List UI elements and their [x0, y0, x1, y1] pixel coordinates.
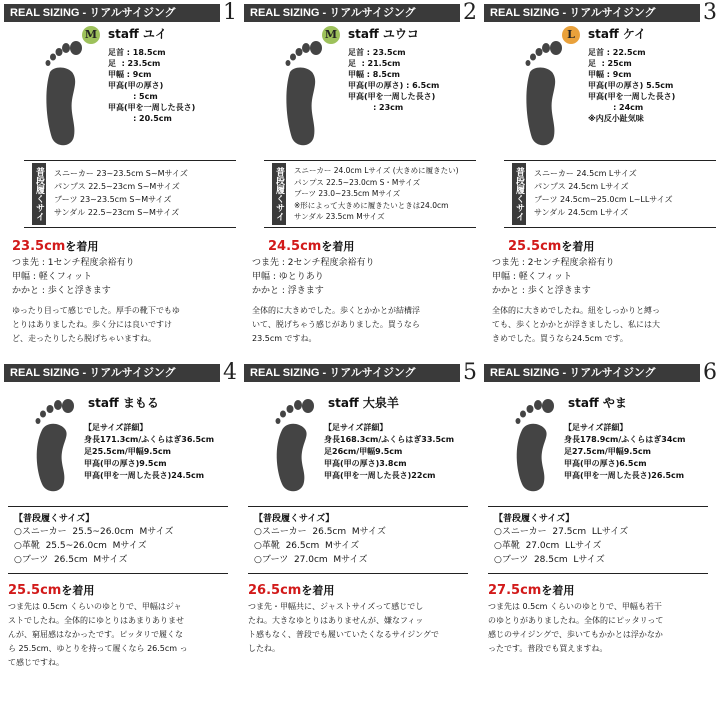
worn-size-value: 24.5cm — [268, 239, 322, 254]
worn-size — [8, 582, 94, 598]
worn-size-suffix: を着用 — [561, 240, 595, 253]
staff-name: staff 大泉羊 — [328, 396, 399, 410]
worn-size-value: 25.5cm — [508, 239, 562, 254]
foot-measurements-body: 身長178.9cm/ふくらはぎ34cm 足27.5cm/甲幅9.5cm 甲高(甲の厚さ)6.5cm 甲高(甲を一周した長さ)26.5cm — [564, 435, 686, 480]
worn-size-value: 25.5cm — [8, 583, 62, 598]
casual-size-list: スニーカー 24.0cm Lサイズ (大きめに履きたい) パンプス 22.5~23.0cm S・Mサイズ ブーツ 23.0~23.5cm Mサイズ ※形によって大きめに履きたいときは24.0cm サンダル 23.5cm Mサイズ — [294, 166, 459, 221]
panel-number: 6 — [703, 360, 717, 385]
footprint-icon — [42, 40, 84, 150]
size-badge-m: M — [82, 26, 100, 44]
worn-size-value: 23.5cm — [12, 239, 66, 254]
casual-size-box — [260, 160, 476, 228]
panel-number: 5 — [463, 360, 477, 385]
detail-title: 【足サイズ詳細】 — [564, 423, 628, 432]
staff-comment: 全体的に大きめでしたね。紐をしっかりと縛っ ても、歩くとかかとが浮きましたし、私には大 きめでした。買うなら24.5cm です。 — [492, 306, 660, 343]
worn-size — [268, 238, 354, 254]
panel-header: REAL SIZING - リアルサイジング — [484, 4, 700, 22]
casual-size-list: ○スニーカー 25.5~26.0cm Mサイズ ○革靴 25.5~26.0cm Mサイズ ○ブーツ 26.5cm Mサイズ — [14, 527, 174, 565]
fit-notes: つま先 : 2センチ程度余裕有り 甲幅 : 軽くフィット かかと : 歩くと浮きます — [492, 258, 615, 296]
panel-number: 2 — [463, 0, 477, 25]
foot-measurements — [564, 422, 627, 434]
panel-header: REAL SIZING - リアルサイジング — [4, 364, 220, 382]
sizing-panel-5 — [240, 360, 480, 720]
staff-name: staff ユウコ — [348, 27, 419, 41]
footprint-icon — [282, 40, 324, 150]
detail-title: 【足サイズ詳細】 — [324, 423, 388, 432]
foot-measurements: 足首 : 18.5cm 足 : 23.5cm 甲幅 : 9cm 甲高(甲の厚さ) : 5cm 甲高(甲を一周した長さ) : 20.5cm — [108, 48, 196, 123]
foot-measurements — [84, 422, 147, 434]
sizing-panel-1 — [0, 0, 240, 360]
sizing-panel-2 — [240, 0, 480, 360]
casual-size-label: 【普段履くサイズ】 — [494, 514, 575, 524]
panel-header: REAL SIZING - リアルサイジング — [244, 4, 460, 22]
worn-size-suffix: を着用 — [541, 584, 575, 597]
fit-notes: つま先 : 1センチ程度余裕有り 甲幅 : 軽くフィット かかと : 歩くと浮きます — [12, 258, 135, 296]
staff-comment: 全体的に大きめでした。歩くとかかとが結構浮 いて、脱げちゃう感じがありました。買うなら 23.5cm ですね。 — [252, 306, 420, 343]
staff-comment: つま先・甲幅共に、ジャストサイズって感じでし たね。大きなゆとりはありませんが、嫌なフィッ ト感もなく、普段でも履いていたくなるサイジングで したね。 — [248, 602, 439, 653]
casual-size-list: ○スニーカー 26.5cm Mサイズ ○革靴 26.5cm Mサイズ ○ブーツ 27.0cm Mサイズ — [254, 527, 386, 565]
casual-size-box — [20, 160, 236, 228]
size-badge-l: L — [562, 26, 580, 44]
staff-comment: ゆったり目って感じでした。厚手の靴下でもゆ とりはありましたね。歩く分には良いですけ ど、走ったりしたら脱げちゃいますね。 — [12, 306, 180, 343]
foot-measurements-body: 身長171.3cm/ふくらはぎ36.5cm 足25.5cm/甲幅9.5cm 甲高(甲の厚さ)9.5cm 甲高(甲を一周した長さ)24.5cm — [84, 435, 215, 480]
staff-name: staff やま — [568, 396, 627, 410]
casual-size-list: スニーカー 24.5cm Lサイズ パンプス 24.5cm Lサイズ ブーツ 24.5cm~25.0cm L~LLサイズ サンダル 24.5cm Lサイズ — [534, 169, 673, 217]
staff-name: staff ユイ — [108, 27, 167, 41]
worn-size-value: 26.5cm — [248, 583, 302, 598]
footprint-icon — [508, 396, 560, 496]
fit-notes: つま先 : 2センチ程度余裕有り 甲幅 : ゆとりあり かかと : 浮きます — [252, 258, 375, 296]
casual-size-label: 【普段履くサイズ】 — [254, 514, 335, 524]
casual-size-label: 普段履くサイズ — [512, 163, 526, 225]
sizing-panel-6 — [480, 360, 720, 720]
panel-number: 1 — [223, 0, 237, 25]
worn-size-value: 27.5cm — [488, 583, 542, 598]
worn-size-suffix: を着用 — [65, 240, 99, 253]
panel-number: 3 — [703, 0, 717, 25]
worn-size — [508, 238, 594, 254]
worn-size-suffix: を着用 — [301, 584, 335, 597]
casual-size-box — [8, 506, 228, 574]
worn-size — [488, 582, 574, 598]
footprint-icon — [268, 396, 320, 496]
foot-measurements: 足首 : 23.5cm 足 : 21.5cm 甲幅 : 8.5cm 甲高(甲の厚さ) : 6.5cm 甲高(甲を一周した長さ) : 23cm — [348, 48, 440, 112]
staff-name: staff まもる — [88, 396, 159, 410]
panel-header: REAL SIZING - リアルサイジング — [244, 364, 460, 382]
casual-size-label: 普段履くサイズ — [272, 163, 286, 225]
sizing-panel-4 — [0, 360, 240, 720]
worn-size-suffix: を着用 — [61, 584, 95, 597]
casual-size-label: 【普段履くサイズ】 — [14, 514, 95, 524]
worn-size — [12, 238, 98, 254]
staff-comment: つま先は 0.5cm くらいのゆとりで、甲幅も若干 のゆとりがありましたね。全体的にピッタリって 感じのサイジングで、歩いてもかかとは浮かなか ったです。普段でも買えますね。 — [488, 602, 664, 653]
panel-header: REAL SIZING - リアルサイジング — [484, 364, 700, 382]
detail-title: 【足サイズ詳細】 — [84, 423, 148, 432]
worn-size-suffix: を着用 — [321, 240, 355, 253]
staff-comment: つま先は 0.5cm くらいのゆとりで、甲幅はジャ ストでしたね。全体的にゆとりはあまりありませ んが、窮屈感はなかったです。ピッタリで履くな ら 25.5cm、ゆとりを持って履くなら 26.5cm っ て感じですね。 — [8, 602, 188, 667]
size-badge-m: M — [322, 26, 340, 44]
worn-size — [248, 582, 334, 598]
panel-number: 4 — [223, 360, 237, 385]
casual-size-list: スニーカー 23~23.5cm S~Mサイズ パンプス 22.5~23cm S~Mサイズ ブーツ 23~23.5cm S~Mサイズ サンダル 22.5~23cm S~Mサイズ — [54, 169, 188, 217]
panel-header: REAL SIZING - リアルサイジング — [4, 4, 220, 22]
foot-measurements — [324, 422, 387, 434]
staff-name: staff ケイ — [588, 27, 647, 41]
casual-size-box — [500, 160, 716, 228]
casual-size-label: 普段履くサイズ — [32, 163, 46, 225]
footprint-icon — [522, 40, 564, 150]
casual-size-box — [248, 506, 468, 574]
casual-size-box — [488, 506, 708, 574]
casual-size-list: ○スニーカー 27.5cm LLサイズ ○革靴 27.0cm LLサイズ ○ブーツ 28.5cm Lサイズ — [494, 527, 629, 565]
foot-measurements-body: 身長168.3cm/ふくらはぎ33.5cm 足26cm/甲幅9.5cm 甲高(甲の厚さ)3.8cm 甲高(甲を一周した長さ)22cm — [324, 435, 455, 480]
sizing-panel-3 — [480, 0, 720, 360]
foot-measurements: 足首 : 22.5cm 足 : 25cm 甲幅 : 9cm 甲高(甲の厚さ) 5.5cm 甲高(甲を一周した長さ) : 24cm ※内反小趾気味 — [588, 48, 676, 123]
footprint-icon — [28, 396, 80, 496]
